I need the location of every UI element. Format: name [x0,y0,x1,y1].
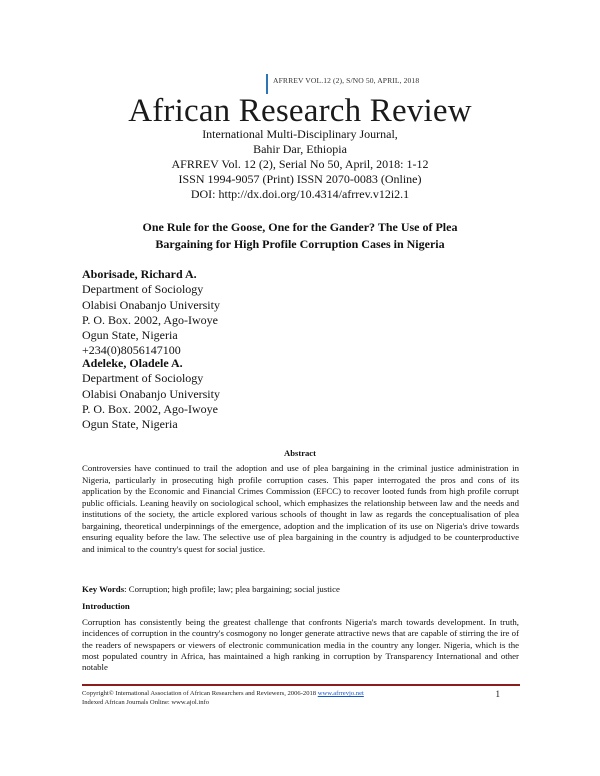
article-title [80,219,520,253]
footer-copyright: Copyright© International Association of African Researchers and Reviewers, 2006-2018 [82,690,317,697]
journal-volume: AFRREV Vol. 12 (2), Serial No 50, April, 2018: 1-12 [171,157,429,171]
author-name: Aborisade, Richard A. [82,267,197,281]
author-affiliation-line: Ogun State, Nigeria [82,417,178,432]
running-head: AFRREV VOL.12 (2), S/NO 50, APRIL, 2018 [273,76,420,85]
journal-title: African Research Review [128,93,472,129]
author-name: Adeleke, Oladele A. [82,356,183,370]
journal-doi[interactable]: DOI: http://dx.doi.org/10.4314/afrrev.v12i2.1 [190,187,410,201]
footer-rule [82,684,520,686]
article-title-line-2: Bargaining for High Profile Corruption Cases in Nigeria [155,237,445,251]
keywords [82,584,519,594]
author-affiliation-line: Department of Sociology [82,282,204,297]
article-title-line-1: One Rule for the Goose, One for the Gander? The Use of Plea [142,220,458,234]
author-affiliation-line: P. O. Box. 2002, Ago-Iwoye [82,312,219,327]
author-affiliation-line: Ogun State, Nigeria [82,328,178,343]
author-affiliation-line: Department of Sociology [82,371,204,386]
author-affiliation-line: Olabisi Onabanjo University [82,386,220,401]
keywords-label: Key Words [82,584,125,594]
journal-issn: ISSN 1994-9057 (Print) ISSN 2070-0083 (Online) [178,172,422,186]
keywords-list: : Corruption; high profile; law; plea bargaining; social justice [124,584,340,594]
author-block-2 [82,356,382,432]
abstract-heading: Abstract [284,448,316,458]
footer-indexed: Indexed African Journals Online: www.ajol.info [82,699,210,706]
journal-subtitle: International Multi-Disciplinary Journal, [202,127,398,141]
running-head-accent-bar [266,74,268,94]
footer-site-link[interactable]: www.afrrevjo.net [317,690,364,697]
journal-location: Bahir Dar, Ethiopia [253,142,347,156]
abstract-text: Controversies have continued to trail the adoption and use of plea bargaining in the criminal justice administration in Nigeria, particularly in prosecuting high profile corruption cases. This paper interrogated the pros and cons of its application by the Economic and Financial Crimes Commission (EFCC) to recover looted funds from high profile corrupt public officials. Leaning heavily on sociological school, which emphasizes the relationship between law and the needs and institutions of the society, the article explored various schools of thought in law as regards the conceptualisation of plea bargaining, theoretical underpinnings of the emergence, adoption and the implication of its use on Nigeria's drive towards ensuring equality before the law. The selective use of plea bargaining in the country is adjudged to be counterproductive and inimical to the country's quest for social justice. [82,463,519,554]
author-block-1 [82,267,382,359]
introduction-heading: Introduction [82,601,130,611]
author-affiliation-line: P. O. Box. 2002, Ago-Iwoye [82,401,219,416]
footer-copyright-line [82,690,520,697]
introduction-text: Corruption has consistently being the greatest challenge that confronts Nigeria's march towards development. In truth, incidences of corruption in the country's cosmogony no longer generate attractive news that are capable of stirring the ire of the readers of newspapers or viewers of electronic communication media in the country any longer. Nigeria, which is the most populated country in Africa, has maintained a high ranking in corruption by Transparency International and other notable [82,617,519,673]
page-number: 1 [495,689,500,699]
author-phone: +234(0)8056147100 [82,343,181,358]
author-affiliation-line: Olabisi Onabanjo University [82,297,220,312]
